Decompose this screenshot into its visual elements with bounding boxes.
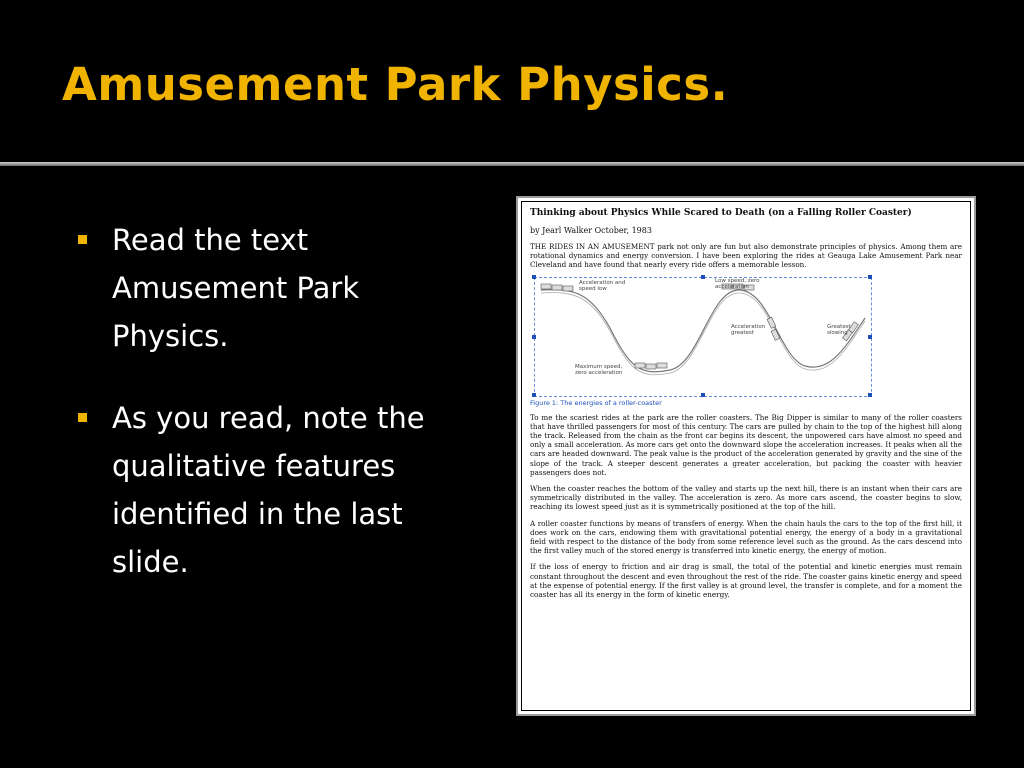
resize-handle — [532, 335, 536, 339]
document-paragraph: When the coaster reaches the bottom of the valley and starts up the next hill, there is an instant when their cars are symmetrically distributed in the valley. The acceleration is zero. As more cars ascend, the coaster begins to slow, reaching its lowest speed just as it is symmetrically positioned at the top of the hill. — [530, 484, 962, 512]
resize-handle — [532, 393, 536, 397]
resize-handle — [868, 275, 872, 279]
document-image — [516, 196, 976, 716]
figure-label: Acceleration and speed low — [579, 279, 626, 292]
bullet-item — [78, 216, 478, 360]
bullet-item — [78, 394, 478, 586]
document-byline: by Jearl Walker October, 1983 — [530, 226, 652, 235]
slide-title: Amusement Park Physics. — [62, 58, 729, 111]
figure-label: Greatest slowing — [827, 323, 851, 336]
square-bullet-icon — [78, 413, 87, 422]
resize-handle — [868, 393, 872, 397]
figure-label: Low speed, zero acceleration — [715, 277, 760, 290]
title-band — [0, 0, 1024, 158]
resize-handle — [701, 275, 705, 279]
bullet-text: Read the text Amusement Park Physics. — [112, 223, 360, 353]
square-bullet-icon — [78, 235, 87, 244]
document-paragraph: To me the scariest rides at the park are the roller coasters. The Big Dipper is similar to many of the roller coasters that have thrilled passengers for most of this century. The cars are pulled by chain to the top of the highest hill along the track. Released from the chain as the front car begins its descent, the unpowered cars have almost no speed and only a small acceleration. As more cars get onto the downward slope the acceleration increases. It peaks when all the cars are headed downward. The peak value is the product of the acceleration generated by gravity and the sine of the slope of the track. A steeper descent generates a greater acceleration, but packing the coaster with heavier passengers does not. — [530, 412, 962, 477]
bullet-list — [78, 216, 478, 620]
figure-label: Maximum speed, zero acceleration — [575, 363, 623, 376]
roller-coaster-track-drawing — [535, 278, 871, 396]
document-intro: THE RIDES IN AN AMUSEMENT park not only are fun but also demonstrate principles of physics. Among them are rotational dynamics and energy conversion. I have been exploring the rides at Geauga Lake Amusement Park near Cleveland and have found that nearly every ride offers a memorable lesson. — [530, 242, 962, 270]
resize-handle — [532, 275, 536, 279]
figure-label: Acceleration greatest — [731, 323, 766, 336]
resize-handle — [868, 335, 872, 339]
bullet-text: As you read, note the qualitative features identified in the last slide. — [112, 401, 425, 579]
slide-content — [0, 166, 1024, 768]
resize-handle — [701, 393, 705, 397]
document-title: Thinking about Physics While Scared to Death (on a Falling Roller Coaster) — [530, 208, 912, 218]
roller-coaster-figure — [534, 277, 872, 397]
figure-caption: Figure 1: The energies of a roller-coaster — [530, 398, 662, 407]
document-paragraph: A roller coaster functions by means of transfers of energy. When the chain hauls the cars to the top of the first hill, it does work on the cars, endowing them with gravitational potential energy, the energy of a body in a gravitational field with respect to the distance of the body from some reference level such as the ground. As the cars descend into the first valley much of the stored energy is transferred into kinetic energy, the energy of motion. — [530, 518, 962, 556]
document-paragraph: If the loss of energy to friction and air drag is small, the total of the potential and kinetic energies must remain constant throughout the descent and even throughout the rest of the ride. The coaster gains kinetic energy and speed at the expense of potential energy. If the first valley is at ground level, the transfer is complete, and for a moment the coaster has all its energy in the form of kinetic energy. — [530, 562, 962, 600]
